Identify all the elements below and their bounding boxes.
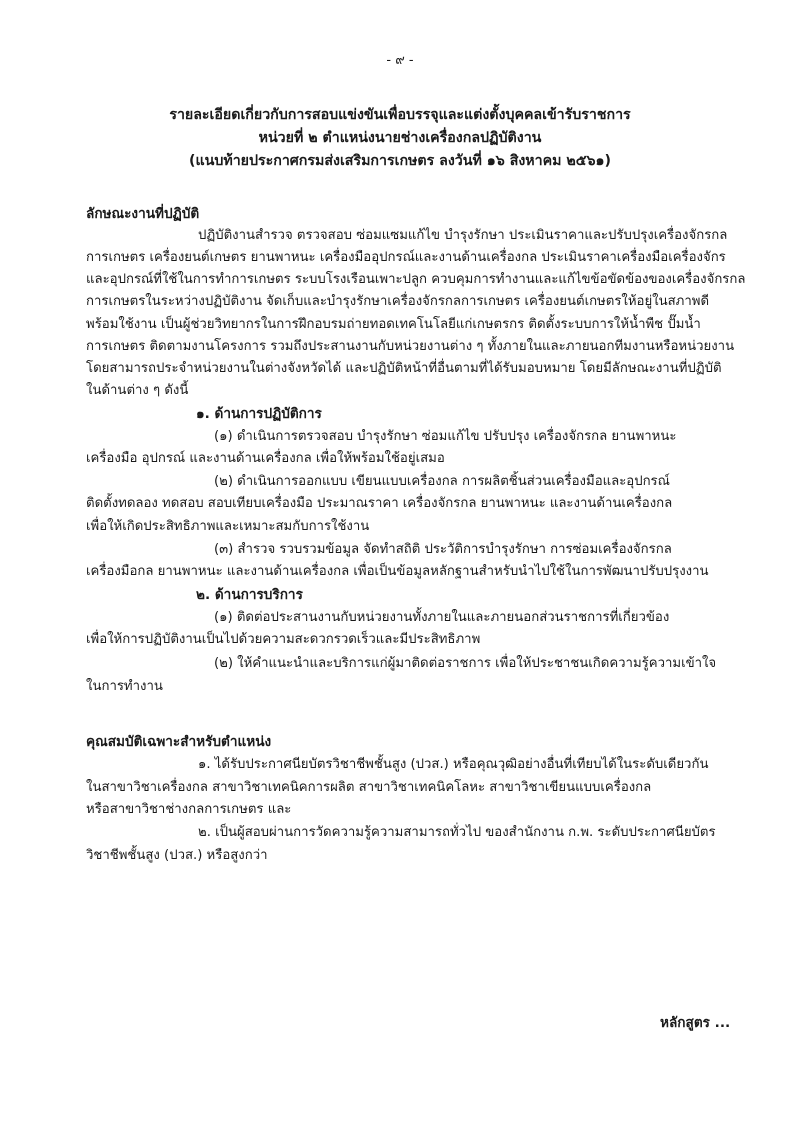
services-item-2: (๒) ให้คำแนะนำและบริการแก่ผู้มาติดต่อราชการ เพื่อให้ประชาชนเกิดความรู้ความเข้าใจ bbox=[214, 656, 717, 671]
operations-item-3-cont: เครื่องมือกล ยานพาหนะ และงานด้านเครื่องกล เพื่อเป็นข้อมูลหลักฐานสำหรับนำไปใช้ในการพัฒนาปรับปรุงงาน bbox=[86, 564, 709, 579]
operations-item-1-cont: เครื่องมือ อุปกรณ์ และงานด้านเครื่องกล เพื่อให้พร้อมใช้อยู่เสมอ bbox=[86, 451, 445, 466]
operations-item-3: (๓) สำรวจ รวบรวมข้อมูล จัดทำสถิติ ประวัติการบำรุงรักษา การซ่อมเครื่องจักรกล bbox=[214, 542, 672, 557]
document-title-line-1: รายละเอียดเกี่ยวกับการสอบแข่งขันเพื่อบรรจุและแต่งตั้งบุคคลเข้ารับราชการ bbox=[169, 107, 631, 123]
document-title-line-2: หน่วยที่ ๒ ตำแหน่งนายช่างเครื่องกลปฏิบัติงาน bbox=[258, 130, 542, 146]
continuation-marker: หลักสูตร ... bbox=[660, 1015, 731, 1031]
operations-item-2-cont: ติดตั้งทดลอง ทดสอบ สอบเทียบเครื่องมือ ประมาณราคา เครื่องจักรกล ยานพาหนะ และงานด้านเครื่องกล bbox=[86, 496, 673, 511]
duties-intro-line: ในด้านต่าง ๆ ดังนี้ bbox=[86, 383, 189, 398]
section-heading-qualifications: คุณสมบัติเฉพาะสำหรับตำแหน่ง bbox=[86, 734, 272, 750]
duties-intro-line: ปฏิบัติงานสำรวจ ตรวจสอบ ซ่อมแซมแก้ไข บำรุงรักษา ประเมินราคาและปรับปรุงเครื่องจักรกล bbox=[198, 228, 728, 243]
duties-intro-line: และอุปกรณ์ที่ใช้ในการทำการเกษตร ระบบโรงเรือนเพาะปลูก ควบคุมการทำงานและแก้ไขข้อขัดข้องของเครื่องจักรกล bbox=[86, 272, 746, 287]
page-number: - ๙ - bbox=[386, 53, 414, 68]
qualification-item-2: ๒. เป็นผู้สอบผ่านการวัดความรู้ความสามารถทั่วไป ของสำนักงาน ก.พ. ระดับประกาศนียบัตร bbox=[198, 825, 716, 840]
services-item-1-cont: เพื่อให้การปฏิบัติงานเป็นไปด้วยความสะดวกรวดเร็วและมีประสิทธิภาพ bbox=[86, 632, 481, 647]
services-item-2-cont: ในการทำงาน bbox=[86, 679, 163, 694]
qualification-item-1-cont: หรือสาขาวิชาช่างกลการเกษตร และ bbox=[86, 802, 292, 817]
subsection-heading-services: ๒. ด้านการบริการ bbox=[196, 587, 303, 603]
qualification-item-2-cont: วิชาชีพชั้นสูง (ปวส.) หรือสูงกว่า bbox=[86, 848, 268, 863]
duties-intro-line: พร้อมใช้งาน เป็นผู้ช่วยวิทยากรในการฝึกอบรมถ่ายทอดเทคโนโลยีแก่เกษตรกร ติดตั้งระบบการให้น้ำพืช ปั๊มน้ำ bbox=[86, 317, 701, 332]
operations-item-2: (๒) ดำเนินการออกแบบ เขียนแบบเครื่องกล การผลิตชิ้นส่วนเครื่องมือและอุปกรณ์ bbox=[214, 474, 670, 489]
section-heading-duties: ลักษณะงานที่ปฏิบัติ bbox=[86, 206, 200, 222]
services-item-1: (๑) ติดต่อประสานงานกับหน่วยงานทั้งภายในและภายนอกส่วนราชการที่เกี่ยวข้อง bbox=[214, 610, 670, 625]
subsection-heading-operations: ๑. ด้านการปฏิบัติการ bbox=[196, 406, 322, 422]
qualification-item-1: ๑. ได้รับประกาศนียบัตรวิชาชีพชั้นสูง (ปวส.) หรือคุณวุฒิอย่างอื่นที่เทียบได้ในระดับเดียวกัน bbox=[198, 757, 709, 772]
qualification-item-1-cont: ในสาขาวิชาเครื่องกล สาขาวิชาเทคนิคการผลิต สาขาวิชาเทคนิคโลหะ สาขาวิชาเขียนแบบเครื่องกล bbox=[86, 780, 652, 795]
duties-intro-line: การเกษตรในระหว่างปฏิบัติงาน จัดเก็บและบำรุงรักษาเครื่องจักรกลการเกษตร เครื่องยนต์เกษตรให้อยู่ในสภาพดี bbox=[86, 294, 710, 309]
document-title-line-3: (แนบท้ายประกาศกรมส่งเสริมการเกษตร ลงวันที่ ๑๖ สิงหาคม ๒๕๖๑) bbox=[189, 153, 611, 169]
duties-intro-line: การเกษตร เครื่องยนต์เกษตร ยานพาหนะ เครื่องมืออุปกรณ์และงานด้านเครื่องกล ประเมินราคาเครื่องมือเครื่องจักร bbox=[86, 250, 726, 265]
duties-intro-line: โดยสามารถประจำหน่วยงานในต่างจังหวัดได้ และปฏิบัติหน้าที่อื่นตามที่ได้รับมอบหมาย โดยมีลักษณะงานที่ปฏิบัติ bbox=[86, 361, 722, 376]
duties-intro-line: การเกษตร ติดตามงานโครงการ รวมถึงประสานงานกับหน่วยงานต่าง ๆ ทั้งภายในและภายนอกทีมงานหรือหน่วยงาน bbox=[86, 339, 735, 354]
operations-item-1: (๑) ดำเนินการตรวจสอบ บำรุงรักษา ซ่อมแก้ไข ปรับปรุง เครื่องจักรกล ยานพาหนะ bbox=[214, 429, 677, 444]
operations-item-2-cont: เพื่อให้เกิดประสิทธิภาพและเหมาะสมกับการใช้งาน bbox=[86, 519, 370, 534]
